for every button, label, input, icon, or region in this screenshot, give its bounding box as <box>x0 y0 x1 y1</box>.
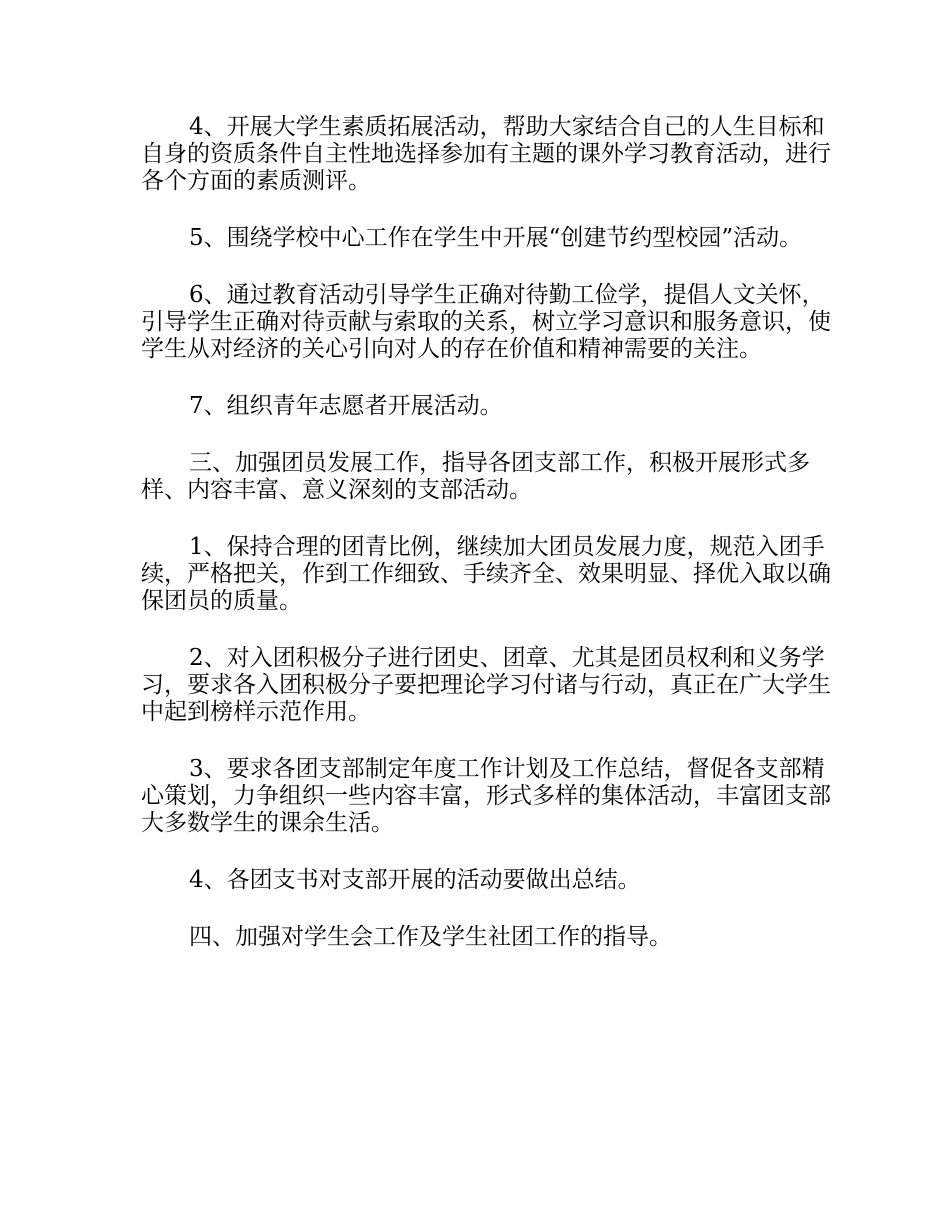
paragraph-line: 关怀，引导学生正确对待贡献与索取的关系，树立学习意识和 <box>141 282 825 335</box>
paragraph-item-3 <box>141 756 831 837</box>
paragraph-item-1 <box>141 534 831 615</box>
paragraph-item-6 <box>141 282 831 363</box>
paragraph-line: 正在广大学生中起到榜样示范作用。 <box>141 672 831 725</box>
paragraph-line: 义务学习，要求各入团积极分子要把理论学习付诸与行动，真 <box>141 645 825 698</box>
paragraph-line: 需要的关注。 <box>624 336 762 362</box>
paragraph-line: 7、组织青年志愿者开展活动。 <box>189 393 503 419</box>
paragraph-line: 5、围绕学校中心工作在学生中开展“创建节约型校园” <box>189 225 734 251</box>
paragraph-item-5 <box>141 225 831 252</box>
paragraph-line: 育活动，进行各个方面的素质测评。 <box>141 141 831 194</box>
paragraph-line: 服务意识，使学生从对经济的关心引向对人的存在价值和精神 <box>141 309 831 362</box>
paragraph-line: 活动。 <box>733 225 803 251</box>
paragraph-line: 丰富团支部大多数学生的课余生活。 <box>141 783 831 836</box>
paragraph-line: 1、保持合理的团青比例，继续加大团员发展力度，规范 <box>189 534 756 560</box>
paragraph-line: 目标和自身的资质条件自主性地选择参加有主题的课外学习教 <box>141 114 825 167</box>
paragraph-line: 入团手续，严格把关，作到工作细致、手续齐全、效果明显、 <box>141 534 825 587</box>
section-heading-3 <box>141 450 831 504</box>
paragraph-line: 四、加强对学生会工作及学生社团工作的指导。 <box>189 924 672 950</box>
paragraph-line: 2、对入团积极分子进行团史、团章、尤其是团员权利和 <box>189 645 756 671</box>
paragraph-line: 三、加强团员发展工作，指导各团支部工作，积极开展形 <box>189 450 764 476</box>
paragraph-line: 4、各团支书对支部开展的活动要做出总结。 <box>189 867 641 893</box>
section-heading-4 <box>141 924 831 951</box>
paragraph-item-4 <box>141 114 831 195</box>
paragraph-line: 3、要求各团支部制定年度工作计划及工作总结，督促各 <box>189 756 756 782</box>
paragraph-line: 6、通过教育活动引导学生正确对待勤工俭学，提倡人文 <box>189 282 756 308</box>
paragraph-line: 4、开展大学生素质拓展活动，帮助大家结合自己的人生 <box>189 114 756 140</box>
document-body <box>141 114 831 981</box>
paragraph-line: 择优入取以确保团员的质量。 <box>141 561 831 614</box>
paragraph-item-4b <box>141 867 831 894</box>
paragraph-line: 式多样、内容丰富、意义深刻的支部活动。 <box>141 450 810 503</box>
paragraph-item-2 <box>141 645 831 726</box>
paragraph-line: 支部精心策划，力争组织一些内容丰富，形式多样的集体活动， <box>141 756 825 809</box>
paragraph-item-7 <box>141 393 831 420</box>
